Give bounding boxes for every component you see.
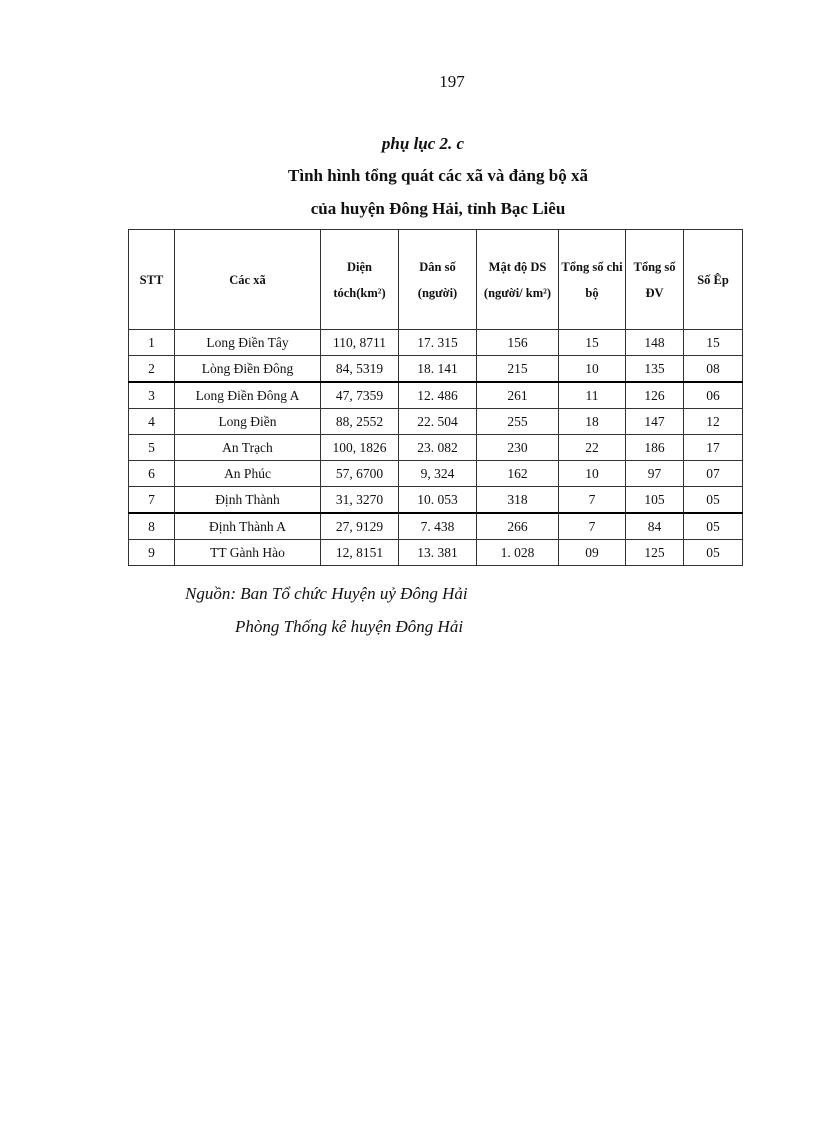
cell-population: 18. 141 xyxy=(399,356,477,383)
page-number: 197 xyxy=(439,72,465,91)
cell-density: 266 xyxy=(477,513,559,540)
cell-hamlets: 05 xyxy=(684,540,743,566)
cell-hamlets: 08 xyxy=(684,356,743,383)
table-row xyxy=(129,330,743,356)
cell-party-members: 84 xyxy=(626,513,684,540)
cell-density: 215 xyxy=(477,356,559,383)
cell-party-cells: 10 xyxy=(559,356,626,383)
cell-stt: 2 xyxy=(129,356,175,383)
cell-hamlets: 05 xyxy=(684,513,743,540)
table-row xyxy=(129,487,743,514)
cell-area: 31, 3270 xyxy=(321,487,399,514)
cell-stt: 8 xyxy=(129,513,175,540)
header-population: Dân số (người) xyxy=(399,230,477,330)
cell-population: 23. 082 xyxy=(399,435,477,461)
cell-stt: 4 xyxy=(129,409,175,435)
source-note-line-2: Phòng Thống kê huyện Đông Hải xyxy=(235,617,464,636)
table-row xyxy=(129,382,743,409)
source-note-line-1: Nguồn: Ban Tổ chức Huyện uỷ Đông Hải xyxy=(185,584,468,603)
cell-population: 22. 504 xyxy=(399,409,477,435)
cell-party-members: 105 xyxy=(626,487,684,514)
cell-commune: An Trạch xyxy=(175,435,321,461)
cell-party-cells: 15 xyxy=(559,330,626,356)
table-row xyxy=(129,540,743,566)
cell-party-members: 135 xyxy=(626,356,684,383)
cell-party-cells: 10 xyxy=(559,461,626,487)
cell-population: 10. 053 xyxy=(399,487,477,514)
table-row xyxy=(129,461,743,487)
cell-population: 12. 486 xyxy=(399,382,477,409)
cell-population: 7. 438 xyxy=(399,513,477,540)
cell-area: 47, 7359 xyxy=(321,382,399,409)
cell-party-members: 126 xyxy=(626,382,684,409)
cell-area: 100, 1826 xyxy=(321,435,399,461)
cell-stt: 6 xyxy=(129,461,175,487)
cell-stt: 1 xyxy=(129,330,175,356)
cell-hamlets: 07 xyxy=(684,461,743,487)
cell-area: 57, 6700 xyxy=(321,461,399,487)
cell-hamlets: 05 xyxy=(684,487,743,514)
cell-area: 84, 5319 xyxy=(321,356,399,383)
cell-party-members: 148 xyxy=(626,330,684,356)
cell-commune: Long Điền xyxy=(175,409,321,435)
cell-party-members: 97 xyxy=(626,461,684,487)
cell-density: 230 xyxy=(477,435,559,461)
cell-area: 12, 8151 xyxy=(321,540,399,566)
header-area: Diện tóch(km²) xyxy=(321,230,399,330)
table-heading-line-1: Tình hình tổng quát các xã và đảng bộ xã xyxy=(288,166,588,185)
cell-population: 9, 324 xyxy=(399,461,477,487)
cell-density: 156 xyxy=(477,330,559,356)
cell-area: 88, 2552 xyxy=(321,409,399,435)
cell-area: 27, 9129 xyxy=(321,513,399,540)
cell-hamlets: 15 xyxy=(684,330,743,356)
header-commune: Các xã xyxy=(175,230,321,330)
cell-stt: 3 xyxy=(129,382,175,409)
cell-density: 162 xyxy=(477,461,559,487)
table-row xyxy=(129,435,743,461)
cell-population: 13. 381 xyxy=(399,540,477,566)
table-header-row xyxy=(129,230,743,330)
table-heading-line-2: của huyện Đông Hải, tỉnh Bạc Liêu xyxy=(310,199,566,218)
cell-commune: Lòng Điền Đông xyxy=(175,356,321,383)
appendix-title: phụ lục 2. c xyxy=(381,134,465,153)
header-stt: STT xyxy=(129,230,175,330)
cell-hamlets: 17 xyxy=(684,435,743,461)
cell-party-cells: 11 xyxy=(559,382,626,409)
cell-party-members: 125 xyxy=(626,540,684,566)
cell-hamlets: 12 xyxy=(684,409,743,435)
data-table xyxy=(128,229,743,566)
cell-party-cells: 7 xyxy=(559,513,626,540)
table-row xyxy=(129,356,743,383)
header-density: Mật độ DS (người/ km²) xyxy=(477,230,559,330)
cell-commune: Định Thành xyxy=(175,487,321,514)
cell-density: 318 xyxy=(477,487,559,514)
cell-stt: 7 xyxy=(129,487,175,514)
cell-commune: An Phúc xyxy=(175,461,321,487)
cell-density: 1. 028 xyxy=(477,540,559,566)
cell-party-members: 147 xyxy=(626,409,684,435)
cell-party-cells: 09 xyxy=(559,540,626,566)
cell-commune: Long Điền Đông A xyxy=(175,382,321,409)
cell-density: 255 xyxy=(477,409,559,435)
cell-party-cells: 18 xyxy=(559,409,626,435)
table-row xyxy=(129,409,743,435)
cell-density: 261 xyxy=(477,382,559,409)
cell-stt: 5 xyxy=(129,435,175,461)
cell-party-cells: 22 xyxy=(559,435,626,461)
table-row xyxy=(129,513,743,540)
header-party-members: Tổng số ĐV xyxy=(626,230,684,330)
cell-area: 110, 8711 xyxy=(321,330,399,356)
cell-party-cells: 7 xyxy=(559,487,626,514)
header-party-cells: Tổng số chi bộ xyxy=(559,230,626,330)
header-hamlets: Số Êp xyxy=(684,230,743,330)
cell-commune: TT Gành Hào xyxy=(175,540,321,566)
cell-party-members: 186 xyxy=(626,435,684,461)
cell-commune: Long Điền Tây xyxy=(175,330,321,356)
cell-commune: Định Thành A xyxy=(175,513,321,540)
cell-stt: 9 xyxy=(129,540,175,566)
cell-population: 17. 315 xyxy=(399,330,477,356)
cell-hamlets: 06 xyxy=(684,382,743,409)
